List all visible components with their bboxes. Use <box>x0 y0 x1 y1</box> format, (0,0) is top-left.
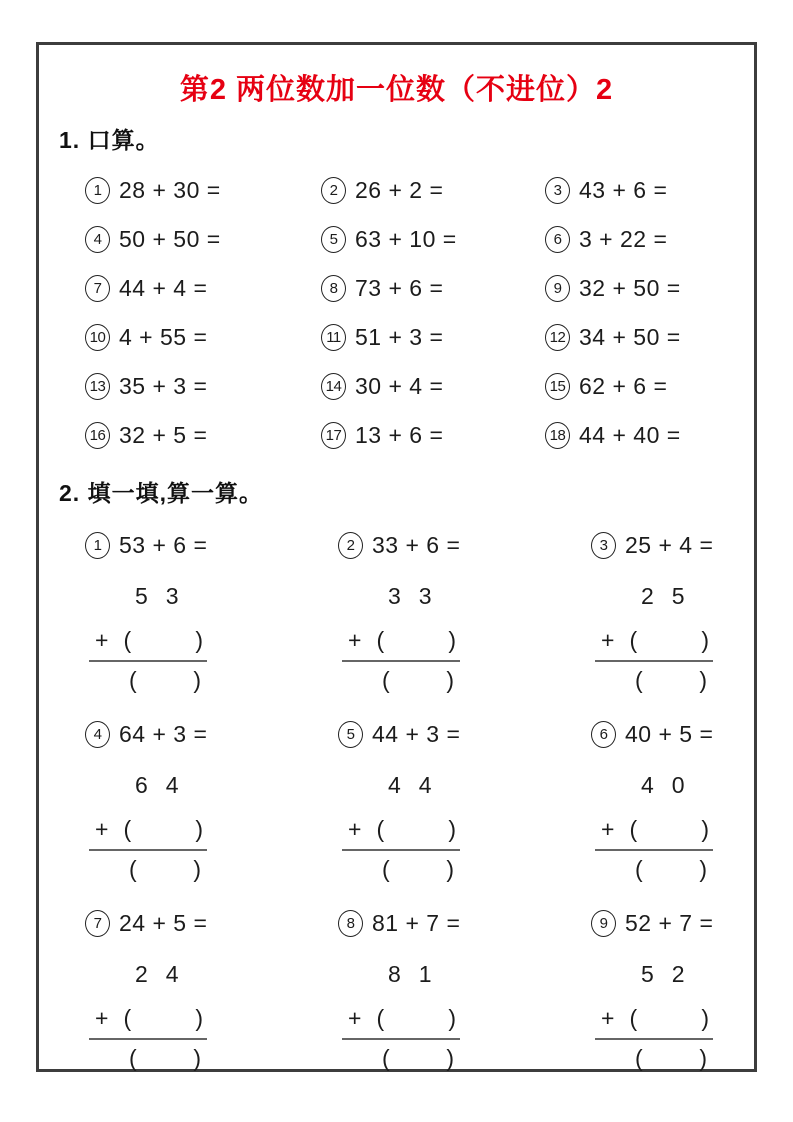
vertical-form-plus-row <box>342 1003 460 1033</box>
vertical-form-plus-row <box>342 625 460 655</box>
fill-problem-equation <box>591 532 736 559</box>
result-blank-open-paren: ( <box>382 855 390 882</box>
fill-problem <box>338 910 591 1073</box>
addend-blank-open-paren: ( <box>123 626 132 653</box>
addend-blank-open-paren: ( <box>629 626 638 653</box>
vertical-form-result-row <box>342 854 460 884</box>
result-blank-close-paren: ) <box>446 666 454 693</box>
fill-problem-equation <box>338 532 591 559</box>
problem-number-badge: 16 <box>85 422 110 449</box>
vertical-form <box>89 772 207 884</box>
problem-expression: 53 + 6 = <box>119 532 208 558</box>
vertical-form-addend <box>89 772 207 802</box>
fill-problem <box>338 532 591 695</box>
oral-problem <box>85 177 321 204</box>
addend-blank-close-paren: ) <box>195 1004 203 1031</box>
plus-sign: + <box>601 1004 615 1031</box>
problem-expression: 40 + 5 = <box>625 721 714 747</box>
oral-problem <box>545 324 736 351</box>
vertical-form-plus-row <box>595 814 713 844</box>
addend-blank-close-paren: ) <box>195 626 203 653</box>
vertical-form-plus-row <box>89 814 207 844</box>
problem-number-badge: 1 <box>85 532 110 559</box>
plus-sign: + <box>95 626 109 653</box>
problem-number-badge: 4 <box>85 721 110 748</box>
oral-problem <box>321 422 545 449</box>
result-blank-open-paren: ( <box>635 1044 643 1071</box>
vertical-form <box>595 961 713 1073</box>
tens-digit: 8 <box>388 961 401 987</box>
vertical-form <box>342 961 460 1073</box>
ones-digit: 3 <box>418 583 432 609</box>
sum-line <box>595 660 713 662</box>
problem-number-badge: 18 <box>545 422 570 449</box>
problem-number-badge: 9 <box>545 275 570 302</box>
tens-digit: 2 <box>135 961 148 987</box>
sum-line <box>595 1038 713 1040</box>
fill-problem-equation <box>85 910 338 937</box>
vertical-form-plus-row <box>595 1003 713 1033</box>
section1-heading: 1. 口算。 <box>59 127 160 153</box>
vertical-form-plus-row <box>342 814 460 844</box>
ones-digit: 5 <box>671 583 685 609</box>
vertical-form <box>89 583 207 695</box>
ones-digit: 4 <box>418 772 432 798</box>
problem-number-badge: 8 <box>338 910 363 937</box>
result-blank-open-paren: ( <box>382 666 390 693</box>
tens-digit: 2 <box>641 583 654 609</box>
fill-problem <box>85 532 338 695</box>
plus-sign: + <box>348 626 362 653</box>
problem-number-badge: 13 <box>85 373 110 400</box>
sum-line <box>89 1038 207 1040</box>
oral-problem <box>545 226 736 253</box>
problem-number-badge: 2 <box>338 532 363 559</box>
result-blank-close-paren: ) <box>699 855 707 882</box>
problem-expression: 44 + 40 = <box>579 422 681 448</box>
tens-digit: 4 <box>641 772 654 798</box>
addend-blank-open-paren: ( <box>629 815 638 842</box>
sum-line <box>595 849 713 851</box>
result-blank-close-paren: ) <box>699 1044 707 1071</box>
oral-problem <box>85 275 321 302</box>
problem-number-badge: 8 <box>321 275 346 302</box>
fill-problem-equation <box>338 910 591 937</box>
plus-sign: + <box>601 815 615 842</box>
problem-number-badge: 17 <box>321 422 346 449</box>
problem-expression: 25 + 4 = <box>625 532 714 558</box>
result-blank-open-paren: ( <box>635 855 643 882</box>
vertical-form-result-row <box>595 665 713 695</box>
problem-expression: 44 + 3 = <box>372 721 461 747</box>
problem-number-badge: 7 <box>85 910 110 937</box>
fill-problem-equation <box>85 721 338 748</box>
vertical-form <box>89 961 207 1073</box>
problem-expression: 3 + 22 = <box>579 226 668 252</box>
tens-digit: 6 <box>135 772 148 798</box>
fill-problem <box>591 721 736 884</box>
fill-problems-grid <box>85 532 736 1099</box>
vertical-form-plus-row <box>89 625 207 655</box>
problem-expression: 52 + 7 = <box>625 910 714 936</box>
oral-problem <box>85 373 321 400</box>
problem-expression: 44 + 4 = <box>119 275 208 301</box>
sum-line <box>342 1038 460 1040</box>
problem-number-badge: 12 <box>545 324 570 351</box>
addend-blank-open-paren: ( <box>376 815 385 842</box>
problem-number-badge: 5 <box>321 226 346 253</box>
problem-number-badge: 4 <box>85 226 110 253</box>
oral-problem <box>545 177 736 204</box>
problem-expression: 30 + 4 = <box>355 373 444 399</box>
addend-blank-close-paren: ) <box>701 815 709 842</box>
problem-number-badge: 6 <box>591 721 616 748</box>
vertical-form-addend <box>342 772 460 802</box>
problem-number-badge: 15 <box>545 373 570 400</box>
result-blank-open-paren: ( <box>129 855 137 882</box>
addend-blank-close-paren: ) <box>701 626 709 653</box>
plus-sign: + <box>95 815 109 842</box>
problem-number-badge: 7 <box>85 275 110 302</box>
problem-number-badge: 14 <box>321 373 346 400</box>
vertical-form <box>342 772 460 884</box>
problem-number-badge: 2 <box>321 177 346 204</box>
tens-digit: 3 <box>388 583 401 609</box>
result-blank-close-paren: ) <box>446 855 454 882</box>
ones-digit: 4 <box>165 772 179 798</box>
vertical-form-plus-row <box>595 625 713 655</box>
addend-blank-close-paren: ) <box>448 815 456 842</box>
fill-problem <box>85 910 338 1073</box>
worksheet-title: 第2 两位数加一位数（不进位）2 <box>179 74 614 106</box>
plus-sign: + <box>348 1004 362 1031</box>
oral-problem <box>321 324 545 351</box>
oral-problems-grid <box>85 177 736 449</box>
fill-problem-equation <box>591 721 736 748</box>
vertical-form-addend <box>342 961 460 991</box>
problem-expression: 32 + 50 = <box>579 275 681 301</box>
problem-expression: 32 + 5 = <box>119 422 208 448</box>
addend-blank-close-paren: ) <box>195 815 203 842</box>
ones-digit: 3 <box>165 583 179 609</box>
vertical-form-addend <box>89 583 207 613</box>
tens-digit: 4 <box>388 772 401 798</box>
problem-number-badge: 10 <box>85 324 110 351</box>
addend-blank-open-paren: ( <box>629 1004 638 1031</box>
vertical-form-addend <box>595 961 713 991</box>
result-blank-close-paren: ) <box>193 855 201 882</box>
vertical-form-addend <box>89 961 207 991</box>
problem-expression: 24 + 5 = <box>119 910 208 936</box>
problem-expression: 26 + 2 = <box>355 177 444 203</box>
problem-expression: 63 + 10 = <box>355 226 457 252</box>
problem-number-badge: 3 <box>591 532 616 559</box>
oral-problem <box>85 324 321 351</box>
problem-expression: 51 + 3 = <box>355 324 444 350</box>
fill-problem-equation <box>85 532 338 559</box>
fill-problem-equation <box>338 721 591 748</box>
oral-problem <box>85 422 321 449</box>
vertical-form <box>595 583 713 695</box>
vertical-form-result-row <box>342 665 460 695</box>
problem-expression: 13 + 6 = <box>355 422 444 448</box>
addend-blank-close-paren: ) <box>448 1004 456 1031</box>
ones-digit: 0 <box>671 772 685 798</box>
vertical-form-addend <box>342 583 460 613</box>
problem-expression: 4 + 55 = <box>119 324 208 350</box>
sum-line <box>89 849 207 851</box>
result-blank-close-paren: ) <box>193 1044 201 1071</box>
sum-line <box>89 660 207 662</box>
problem-expression: 33 + 6 = <box>372 532 461 558</box>
addend-blank-close-paren: ) <box>448 626 456 653</box>
plus-sign: + <box>601 626 615 653</box>
vertical-form-result-row <box>89 1043 207 1073</box>
addend-blank-close-paren: ) <box>701 1004 709 1031</box>
oral-problem <box>545 373 736 400</box>
vertical-form-plus-row <box>89 1003 207 1033</box>
problem-expression: 35 + 3 = <box>119 373 208 399</box>
addend-blank-open-paren: ( <box>123 815 132 842</box>
addend-blank-open-paren: ( <box>123 1004 132 1031</box>
result-blank-close-paren: ) <box>699 666 707 693</box>
problem-expression: 62 + 6 = <box>579 373 668 399</box>
addend-blank-open-paren: ( <box>376 626 385 653</box>
problem-expression: 50 + 50 = <box>119 226 221 252</box>
problem-number-badge: 3 <box>545 177 570 204</box>
fill-problem <box>591 910 736 1073</box>
vertical-form-result-row <box>595 1043 713 1073</box>
vertical-form <box>595 772 713 884</box>
worksheet-page <box>36 42 757 1072</box>
vertical-form-addend <box>595 772 713 802</box>
vertical-form <box>342 583 460 695</box>
vertical-form-addend <box>595 583 713 613</box>
vertical-form-result-row <box>595 854 713 884</box>
oral-problem <box>321 275 545 302</box>
problem-expression: 43 + 6 = <box>579 177 668 203</box>
ones-digit: 2 <box>671 961 685 987</box>
sum-line <box>342 849 460 851</box>
result-blank-open-paren: ( <box>382 1044 390 1071</box>
tens-digit: 5 <box>641 961 654 987</box>
problem-expression: 64 + 3 = <box>119 721 208 747</box>
fill-problem <box>591 532 736 695</box>
ones-digit: 4 <box>165 961 179 987</box>
problem-expression: 34 + 50 = <box>579 324 681 350</box>
result-blank-open-paren: ( <box>129 666 137 693</box>
fill-problem-equation <box>591 910 736 937</box>
problem-expression: 28 + 30 = <box>119 177 221 203</box>
section2-heading: 2. 填一填,算一算。 <box>59 480 263 506</box>
problem-number-badge: 6 <box>545 226 570 253</box>
vertical-form-result-row <box>89 665 207 695</box>
vertical-form-result-row <box>342 1043 460 1073</box>
oral-problem <box>85 226 321 253</box>
addend-blank-open-paren: ( <box>376 1004 385 1031</box>
oral-problem <box>321 226 545 253</box>
problem-number-badge: 5 <box>338 721 363 748</box>
plus-sign: + <box>95 1004 109 1031</box>
fill-problem <box>85 721 338 884</box>
fill-problem <box>338 721 591 884</box>
tens-digit: 5 <box>135 583 148 609</box>
vertical-form-result-row <box>89 854 207 884</box>
problem-number-badge: 9 <box>591 910 616 937</box>
result-blank-open-paren: ( <box>129 1044 137 1071</box>
oral-problem <box>321 177 545 204</box>
oral-problem <box>545 275 736 302</box>
result-blank-close-paren: ) <box>193 666 201 693</box>
oral-problem <box>321 373 545 400</box>
problem-expression: 73 + 6 = <box>355 275 444 301</box>
problem-expression: 81 + 7 = <box>372 910 461 936</box>
problem-number-badge: 1 <box>85 177 110 204</box>
result-blank-open-paren: ( <box>635 666 643 693</box>
plus-sign: + <box>348 815 362 842</box>
ones-digit: 1 <box>418 961 432 987</box>
problem-number-badge: 11 <box>321 324 346 351</box>
oral-problem <box>545 422 736 449</box>
sum-line <box>342 660 460 662</box>
result-blank-close-paren: ) <box>446 1044 454 1071</box>
